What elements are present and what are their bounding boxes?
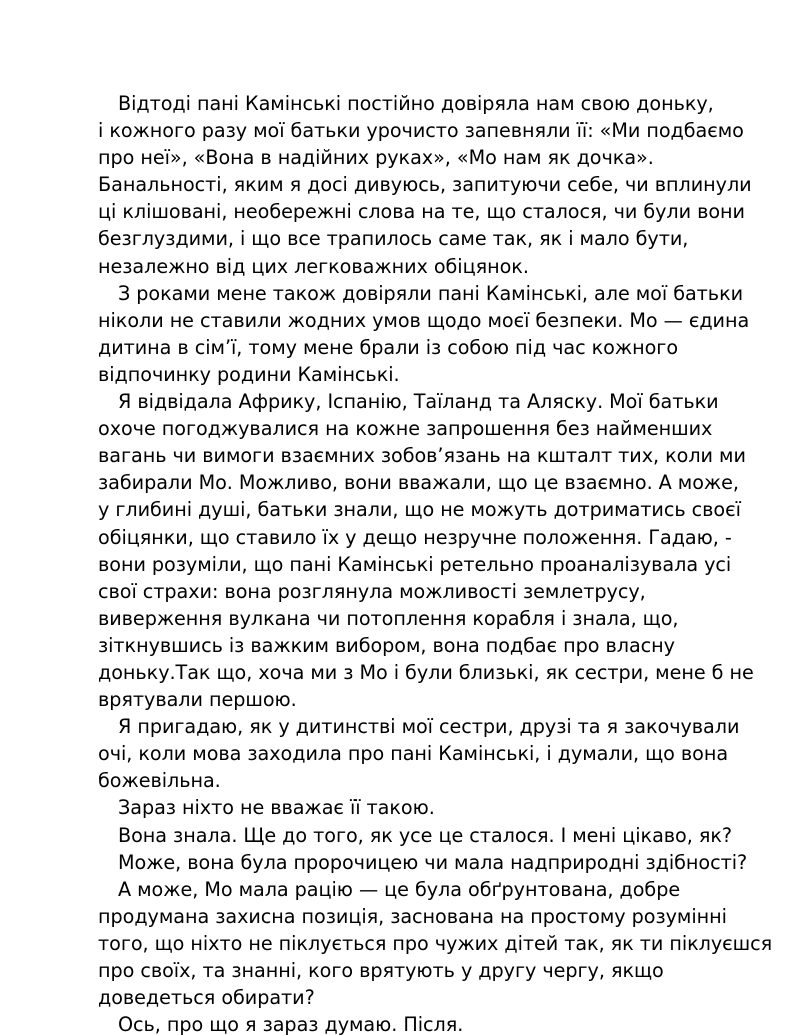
text-line: божевільна. [98,769,221,793]
paragraph [98,90,752,280]
text-line: і кожного разу мої батьки урочисто запевняли її: «Ми подбаємо [98,119,744,143]
text-line: забирали Мо. Можливо, вони вважали, що це взаємно. А може, [98,471,739,495]
text-line: доведеться обирати? [98,986,315,1010]
paragraph [98,822,733,849]
page-text-body [98,90,773,1035]
text-line: про неї», «Вона в надійних руках», «Мо нам як дочка». [98,146,654,170]
text-line: свої страхи: вона розглянула можливості землетрусу, [98,579,646,603]
text-line: очі, коли мова заходила про пані Камінські, і думали, що вона [98,742,729,766]
text-line: доньку.Так що, хоча ми з Мо і були близькі, як сестри, мене б не [98,660,754,684]
text-line: виверження вулкана чи потоплення корабля і знала, що, [98,606,679,630]
paragraph [98,794,694,821]
paragraph [98,713,740,794]
text-line: дитина в сім’ї, тому мене брали із собою під час кожного [98,335,679,359]
paragraph [98,876,773,1011]
text-line: Ось, про що я зараз думаю. Після. [118,1013,464,1035]
text-line: відпочинку родини Камінські. [98,362,400,386]
text-line: у глибині душі, батьки знали, що не можуть дотриматись своєї [98,498,741,522]
text-line: Може, вона була пророчицею чи мала надприродні здібності? [118,850,748,874]
text-line: незалежно від цих легковажних обіцянок. [98,254,529,278]
text-line: вони розуміли, що пані Камінські ретельно проаналізувала усі [98,552,732,576]
paragraph [98,280,750,388]
text-line: того, що ніхто не піклується про чужих дітей так, як ти піклуєшся [98,931,773,955]
text-line: вагань чи вимоги взаємних зобов’язань на кшталт тих, коли ми [98,444,746,468]
text-line: Я відвідала Африку, Іспанію, Таїланд та Аляску. Мої батьки [118,390,719,414]
text-line: Банальності, яким я досі дивуюсь, запитуючи себе, чи вплинули [98,173,752,197]
paragraph [98,1011,694,1035]
text-line: ніколи не ставили жодних умов щодо моєї безпеки. Мо — єдина [98,308,750,332]
text-line: про своїх, та знанні, кого врятують у другу чергу, якщо [98,959,664,982]
text-line: зіткнувшись із важким вибором, вона подбає про власну [98,633,675,657]
paragraph [98,388,754,713]
text-line: ці клішовані, необережні слова на те, що сталося, чи були вони [98,200,745,224]
text-line: Вона знала. Ще до того, як усе це сталося. І мені цікаво, як? [118,823,733,847]
text-line: безглуздими, і що все трапилось саме так, як і мало бути, [98,227,689,251]
paragraph [98,849,748,876]
text-line: продумана захисна позиція, заснована на простому розумінні [98,904,727,928]
text-line: Зараз ніхто не вважає її такою. [118,796,435,820]
text-line: А може, Мо мала рацію — це була обґрунтована, добре [118,877,681,901]
text-line: обіцянки, що ставило їх у дещо незручне положення. Гадаю, - [98,525,732,549]
text-line: Відтоді пані Камінські постійно довіряла нам свою доньку, [118,92,714,115]
text-line: Я пригадаю, як у дитинстві мої сестри, друзі та я закочували [118,715,740,739]
text-line: З роками мене також довіряли пані Камінські, але мої батьки [118,281,744,305]
text-line: врятували першою. [98,688,297,712]
text-line: охоче погоджувалися на кожне запрошення без найменших [98,417,713,441]
